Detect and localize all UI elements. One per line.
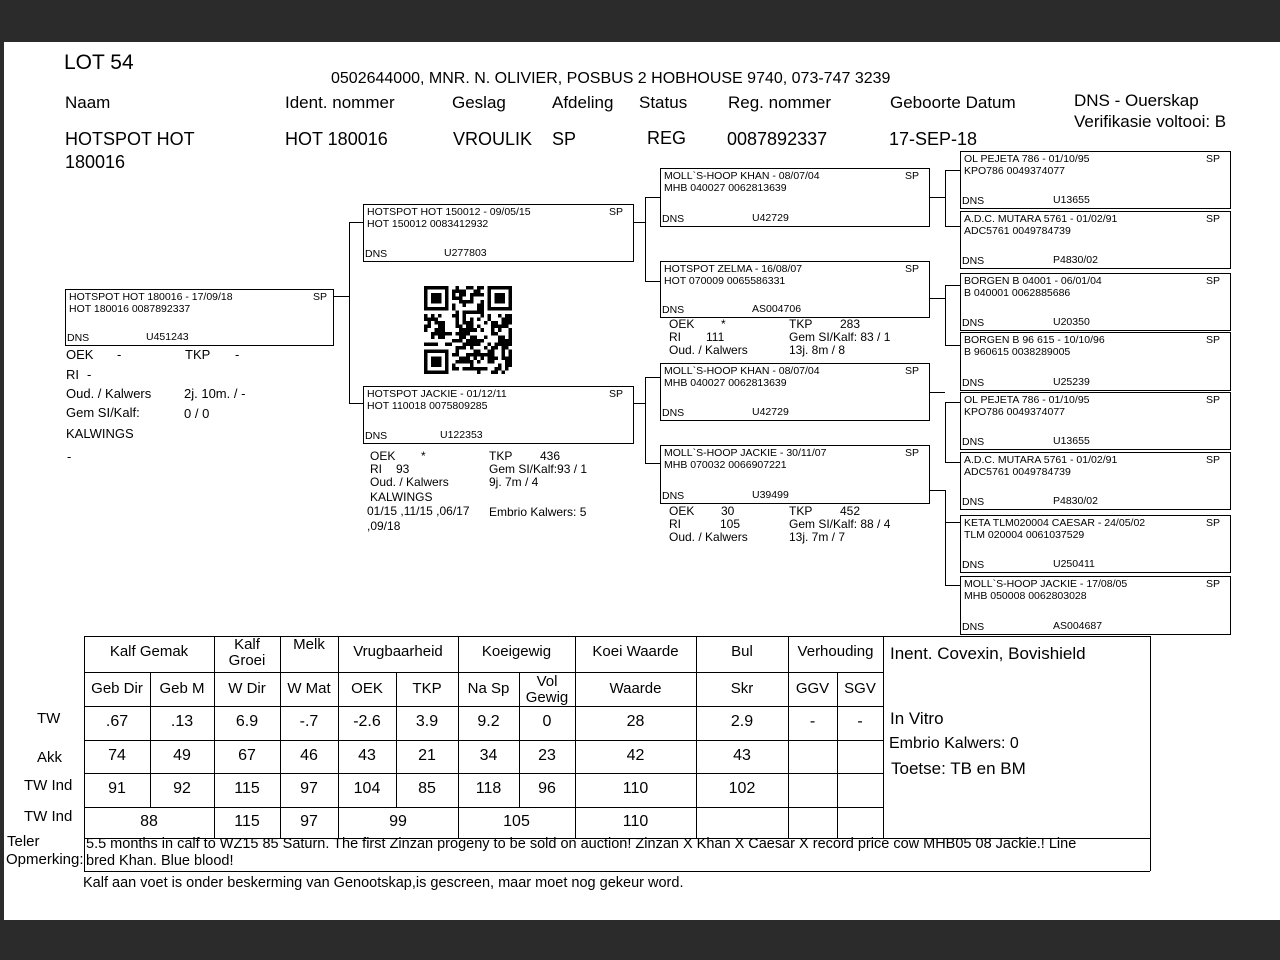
value-cell: 42 (626, 747, 645, 764)
connector (633, 403, 645, 404)
box-dns: DNS (662, 304, 685, 316)
animal-geslag: VROULIK (453, 129, 533, 149)
value-cell: 9.2 (477, 713, 500, 730)
dam-tkp-label: TKP (489, 449, 513, 463)
subject-gem-value: 0 / 0 (184, 406, 210, 421)
table-rule (84, 672, 883, 673)
box-sp: SP (1205, 334, 1220, 346)
group-header-2: Kalf Groei (228, 636, 266, 669)
box-dns: DNS (962, 559, 985, 571)
animal-name-line1: HOTSPOT HOT (65, 129, 195, 149)
connector (633, 222, 645, 223)
connector (929, 490, 945, 491)
subject-ri-label: RI (66, 367, 79, 382)
value-cell: 85 (418, 780, 436, 797)
connector (945, 226, 960, 227)
ggp-box-2 (960, 211, 1231, 269)
embrio-kalwers: Embrio Kalwers: 0 (889, 735, 1019, 752)
connector (349, 403, 363, 404)
qr-code-icon (424, 286, 512, 374)
ggp-box-6 (960, 452, 1231, 510)
dam-oek-label: OEK (370, 449, 396, 463)
gp1-tkp-value: 283 (840, 317, 861, 331)
connector (945, 490, 946, 585)
box-sp: SP (1205, 578, 1220, 590)
sub-header-2: Geb M (159, 680, 205, 697)
box-dns: DNS (962, 255, 985, 267)
value-cell: 67 (238, 747, 256, 764)
box-reg: MHB 040027 0062813639 (664, 377, 787, 389)
connector (945, 345, 960, 346)
value-cell: 6.9 (235, 713, 259, 730)
animal-name-line2: 180016 (65, 152, 126, 172)
subject-oek-label: OEK (66, 347, 94, 362)
box-reg: MHB 050008 0062803028 (964, 590, 1087, 602)
box-title: MOLL`S-HOOP JACKIE - 17/08/05 (964, 578, 1128, 590)
value-cell: 3.9 (415, 713, 439, 730)
box-reg: B 040001 0062885686 (964, 287, 1071, 299)
connector (945, 285, 946, 345)
box-reg: HOT 180016 0087892337 (69, 303, 191, 315)
value-cell: 91 (108, 780, 126, 797)
connector (945, 402, 960, 403)
index-merged-cell: 110 (622, 813, 649, 830)
connector (945, 170, 960, 171)
footer-note: Kalf aan voet is onder beskerming van Genootskap,is gescreen, maar moet nog gekeur word. (83, 875, 684, 891)
box-dns: DNS (962, 317, 985, 329)
box-reg: ADC5761 0049784739 (964, 466, 1071, 478)
sub-header-10: Skr (730, 680, 754, 697)
connector (645, 377, 660, 378)
dns-ouerskap: DNS - Ouerskap (1074, 91, 1199, 110)
box-title: KETA TLM020004 CAESAR - 24/05/02 (964, 517, 1146, 529)
gp3-ri-label: RI (669, 517, 681, 531)
dam-tkp-value: 436 (540, 449, 561, 463)
value-cell: 28 (626, 713, 645, 730)
grandsire-paternal-box (660, 168, 930, 227)
box-dns: DNS (662, 213, 685, 225)
value-cell: .67 (105, 713, 129, 730)
box-dns-code: U42729 (752, 212, 789, 224)
box-dns-code: U13655 (1053, 435, 1090, 447)
connector (929, 197, 945, 198)
subject-oek-value: - (117, 347, 122, 362)
remarks-bottom-rule (84, 871, 1150, 872)
row-label: TW (37, 710, 61, 727)
sub-header-4: W Mat (287, 680, 331, 697)
box-dns: DNS (962, 621, 985, 633)
box-title: HOTSPOT HOT 180016 - 17/09/18 (69, 291, 233, 303)
sub-header-5: OEK (351, 680, 383, 697)
dam-kalwings-label: KALWINGS (370, 490, 433, 504)
table-rule (84, 740, 883, 741)
sub-header-9: Waarde (609, 680, 662, 697)
box-reg: KPO786 0049374077 (964, 165, 1066, 177)
table-rule (84, 807, 883, 808)
box-dns-code: U20350 (1053, 316, 1090, 328)
box-dns-code: AS004687 (1053, 620, 1103, 632)
value-cell: 115 (234, 780, 260, 797)
animal-status: REG (647, 128, 687, 148)
box-dns: DNS (67, 332, 90, 344)
dam-oud-value: 9j. 7m / 4 (489, 475, 539, 489)
granddam-maternal-box (660, 445, 930, 504)
box-dns-code: U25239 (1053, 376, 1090, 388)
connector (929, 298, 945, 299)
index-merged-cell: 115 (234, 813, 260, 830)
sub-header-6: TKP (412, 680, 442, 697)
value-cell: .13 (170, 713, 194, 730)
index-merged-cell: 99 (389, 813, 407, 830)
group-header-3: Melk (293, 636, 325, 653)
lot-number: LOT 54 (64, 51, 134, 74)
box-dns: DNS (365, 430, 388, 442)
gp3-ri-value: 105 (720, 517, 741, 531)
table-rule (696, 807, 697, 838)
index-merged-cell: 88 (140, 813, 158, 830)
table-rule (788, 807, 789, 838)
subject-oud-value: 2j. 10m. / - (184, 386, 246, 401)
gp3-tkp-label: TKP (789, 504, 813, 518)
owner-line: 0502644000, MNR. N. OLIVIER, POSBUS 2 HOBHOUSE 9740, 073-747 3239 (331, 70, 891, 87)
box-dns: DNS (662, 490, 685, 502)
row-label: TW Ind (24, 808, 73, 825)
sub-header-7: Na Sp (467, 680, 510, 697)
box-title: OL PEJETA 786 - 01/10/95 (964, 394, 1090, 406)
gp3-gem: Gem SI/Kalf: 88 / 4 (789, 517, 891, 531)
sub-header-3: W Dir (228, 680, 266, 697)
value-cell: - (857, 713, 863, 730)
header-afdeling: Afdeling (552, 93, 614, 112)
in-vitro: In Vitro (890, 709, 944, 728)
grandsire-maternal-box (660, 363, 930, 421)
dam-embrio: Embrio Kalwers: 5 (489, 505, 587, 519)
box-title: HOTSPOT ZELMA - 16/08/07 (664, 263, 803, 275)
subject-pedigree-box (65, 289, 334, 346)
dam-kalwings-value-1: 01/15 ,11/15 ,06/17 (367, 504, 470, 518)
connector (645, 197, 660, 198)
value-cell: 23 (538, 747, 556, 764)
box-title: OL PEJETA 786 - 01/10/95 (964, 153, 1090, 165)
box-reg: HOT 070009 0065586331 (664, 275, 786, 287)
animal-reg: 0087892337 (727, 129, 828, 149)
opmerking-label: Opmerking: (6, 851, 84, 868)
gp1-tkp-label: TKP (789, 317, 813, 331)
box-reg: HOT 110018 0075809285 (367, 400, 488, 412)
connector (349, 222, 363, 223)
box-sp: SP (608, 388, 623, 400)
dam-oud-label: Oud. / Kalwers (370, 475, 449, 489)
dam-pedigree-box (363, 386, 634, 444)
box-sp: SP (904, 447, 919, 459)
dam-ri-value: 93 (396, 462, 410, 476)
remarks-line-1: 5.5 months in calf to WZ15 85 Saturn. The first Zinzan progeny to be sold on auction! Zinzan X Khan X Caesar X record price cow MHB05 08 Jackie.! Line (86, 836, 1077, 852)
gp1-oud-label: Oud. / Kalwers (669, 343, 748, 357)
gp1-oek-value: * (721, 317, 726, 331)
value-cell: 110 (622, 780, 649, 797)
gp3-tkp-value: 452 (840, 504, 861, 518)
sire-pedigree-box (363, 204, 634, 262)
value-cell: 102 (728, 780, 756, 797)
ggp-box-8 (960, 576, 1231, 635)
animal-geboorte: 17-SEP-18 (889, 129, 978, 149)
row-label: TW Ind (24, 777, 73, 794)
connector (333, 296, 349, 297)
box-title: MOLL`S-HOOP KHAN - 08/07/04 (664, 170, 820, 182)
box-title: BORGEN B 04001 - 06/01/04 (964, 275, 1102, 287)
header-ident: Ident. nommer (285, 93, 395, 112)
gp1-oek-label: OEK (669, 317, 695, 331)
group-header-1: Kalf Gemak (109, 643, 189, 660)
subject-kalwings-value: - (67, 449, 72, 464)
value-cell: 0 (542, 713, 552, 730)
toetse: Toetse: TB en BM (891, 759, 1026, 778)
box-dns-code: U122353 (440, 429, 483, 441)
box-sp: SP (608, 206, 623, 218)
index-merged-cell: 97 (300, 813, 318, 830)
box-reg: MHB 040027 0062813639 (664, 182, 787, 194)
header-geslag: Geslag (452, 93, 506, 112)
gp3-oud-label: Oud. / Kalwers (669, 530, 748, 544)
box-reg: B 960615 0038289005 (964, 346, 1071, 358)
box-title: HOTSPOT JACKIE - 01/12/11 (367, 388, 507, 400)
box-dns: DNS (662, 407, 685, 419)
animal-afdeling: SP (552, 129, 577, 149)
remarks-line-2: bred Khan. Blue blood! (86, 853, 234, 869)
box-sp: SP (1205, 394, 1220, 406)
box-sp: SP (1205, 454, 1220, 466)
box-sp: SP (1205, 517, 1220, 529)
value-cell: 43 (733, 747, 751, 764)
gp1-ri-label: RI (669, 330, 681, 344)
dam-kalwings-value-2: ,09/18 (367, 519, 401, 533)
box-dns-code: U250411 (1053, 558, 1095, 570)
index-merged-cell: 105 (503, 813, 530, 830)
header-naam: Naam (65, 93, 111, 112)
value-cell: 46 (300, 747, 318, 764)
box-dns-code: AS004706 (752, 303, 802, 315)
box-dns: DNS (962, 436, 985, 448)
value-cell: 97 (300, 780, 318, 797)
subject-kalwings-label: KALWINGS (66, 426, 134, 441)
connector (645, 281, 660, 282)
box-title: A.D.C. MUTARA 5761 - 01/02/91 (964, 454, 1118, 466)
value-cell: 74 (108, 747, 126, 764)
connector (945, 285, 960, 286)
table-rule (883, 636, 884, 838)
group-header-8: Verhouding (797, 643, 874, 660)
connector (645, 463, 660, 464)
value-cell: 96 (538, 780, 556, 797)
animal-ident: HOT 180016 (285, 129, 388, 149)
table-rule (84, 706, 883, 707)
ggp-box-5 (960, 392, 1231, 450)
subject-tkp-value: - (235, 347, 240, 362)
value-cell: -.7 (299, 713, 319, 730)
header-status: Status (639, 93, 688, 112)
value-cell: 92 (173, 780, 191, 797)
box-dns-code: U39499 (752, 489, 789, 501)
box-reg: ADC5761 0049784739 (964, 225, 1071, 237)
header-geboorte: Geboorte Datum (890, 93, 1016, 112)
gp1-gem: Gem SI/Kalf: 83 / 1 (789, 330, 891, 344)
box-title: BORGEN B 96 615 - 10/10/96 (964, 334, 1105, 346)
value-cell: 21 (418, 747, 436, 764)
subject-gem-label: Gem SI/Kalf: (66, 405, 140, 420)
connector (349, 222, 350, 403)
box-reg: KPO786 0049374077 (964, 406, 1066, 418)
value-cell: 49 (173, 747, 191, 764)
gp1-oud-value: 13j. 8m / 8 (789, 343, 846, 357)
connector (945, 402, 946, 462)
gp3-oud-value: 13j. 7m / 7 (789, 530, 846, 544)
box-sp: SP (1205, 275, 1220, 287)
ggp-box-3 (960, 273, 1231, 331)
dam-ri-label: RI (370, 462, 382, 476)
inentings: Inent. Covexin, Bovishield (890, 644, 1086, 663)
box-title: A.D.C. MUTARA 5761 - 01/02/91 (964, 213, 1118, 225)
ggp-box-4 (960, 332, 1231, 391)
box-sp: SP (1205, 153, 1220, 165)
sub-header-1: Geb Dir (91, 680, 143, 697)
box-reg: TLM 020004 0061037529 (964, 529, 1085, 541)
catalog-page (4, 42, 1280, 920)
dam-oek-value: * (421, 449, 426, 463)
subject-ri-value: - (87, 367, 92, 382)
box-reg: MHB 070032 0066907221 (664, 459, 787, 471)
connector (945, 170, 946, 226)
connector (645, 197, 646, 281)
table-rule (837, 807, 838, 838)
group-header-7: Bul (731, 643, 753, 660)
group-header-4: Vrugbaarheid (353, 643, 443, 660)
header-reg: Reg. nommer (728, 93, 831, 112)
box-reg: HOT 150012 0083412932 (367, 218, 489, 230)
gp3-oek-label: OEK (669, 504, 695, 518)
value-cell: 34 (479, 747, 498, 764)
sub-header-11: GGV (795, 680, 830, 697)
value-cell: -2.6 (353, 713, 381, 730)
box-dns-code: U13655 (1053, 194, 1090, 206)
dam-gem: Gem SI/Kalf:93 / 1 (489, 462, 588, 476)
table-rule (84, 773, 883, 774)
box-title: MOLL`S-HOOP KHAN - 08/07/04 (664, 365, 820, 377)
box-dns: DNS (962, 195, 985, 207)
value-cell: 104 (353, 780, 381, 797)
ggp-box-1 (960, 151, 1231, 209)
connector (929, 392, 945, 393)
box-dns-code: U277803 (444, 247, 487, 259)
connector (945, 522, 960, 523)
value-cell: 2.9 (730, 713, 754, 730)
sub-header-12: SGV (844, 680, 876, 697)
value-cell: - (809, 713, 816, 730)
box-sp: SP (904, 263, 919, 275)
group-header-6: Koei Waarde (592, 643, 679, 660)
box-dns: DNS (365, 248, 388, 260)
table-rule (1150, 636, 1151, 871)
group-header-5: Koeigewig (481, 643, 552, 660)
box-sp: SP (904, 365, 919, 377)
gp3-oek-value: 30 (721, 504, 735, 518)
box-sp: SP (1205, 213, 1220, 225)
connector (645, 377, 646, 463)
value-cell: 43 (358, 747, 376, 764)
granddam-paternal-box (660, 261, 930, 318)
box-sp: SP (904, 170, 919, 182)
box-title: MOLL`S-HOOP JACKIE - 30/11/07 (664, 447, 827, 459)
sub-header-8: Vol Gewig (525, 673, 569, 706)
box-title: HOTSPOT HOT 150012 - 09/05/15 (367, 206, 531, 218)
box-dns-code: P4830/02 (1053, 254, 1098, 266)
box-dns-code: P4830/02 (1053, 495, 1098, 507)
teler-label: Teler (7, 833, 40, 850)
gp1-ri-value: 111 (706, 330, 725, 344)
connector (945, 585, 960, 586)
connector (945, 462, 960, 463)
box-dns-code: U42729 (752, 406, 789, 418)
box-dns: DNS (962, 377, 985, 389)
box-dns: DNS (962, 496, 985, 508)
row-label: Akk (37, 749, 63, 766)
subject-tkp-label: TKP (185, 347, 211, 362)
value-cell: 118 (475, 780, 502, 797)
box-sp: SP (312, 291, 327, 303)
box-dns-code: U451243 (146, 331, 189, 343)
ggp-box-7 (960, 515, 1231, 573)
dns-verifikasie: Verifikasie voltooi: B (1074, 112, 1227, 131)
subject-oud-label: Oud. / Kalwers (66, 386, 152, 401)
